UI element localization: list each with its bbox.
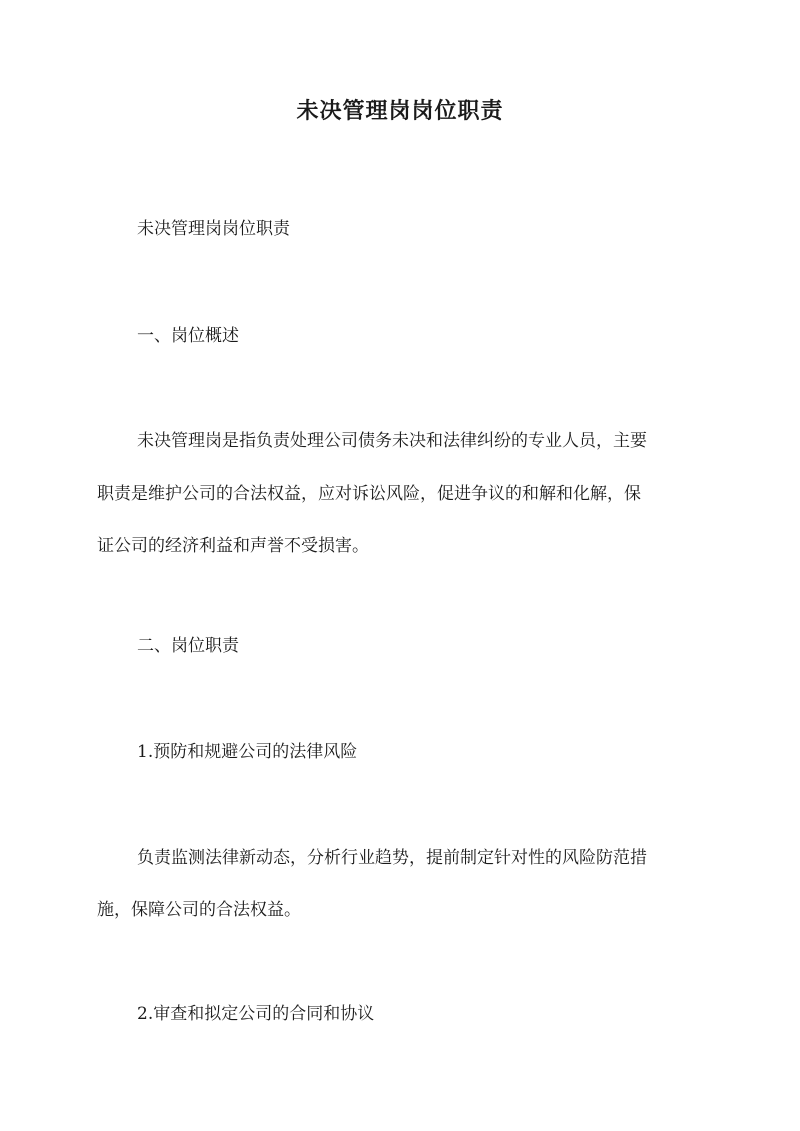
duty-item-1-line: 负责监测法律新动态，分析行业趋势，提前制定针对性的风险防范措	[137, 848, 647, 868]
section-heading-duties: 二、岗位职责	[137, 636, 239, 656]
overview-line: 职责是维护公司的合法权益，应对诉讼风险，促进争议的和解和化解，保	[97, 484, 641, 504]
duty-item-1-line: 施，保障公司的合法权益。	[97, 900, 301, 920]
overview-line: 未决管理岗是指负责处理公司债务未决和法律纠纷的专业人员，主要	[137, 431, 647, 451]
overview-line: 证公司的经济利益和声誉不受损害。	[97, 536, 369, 556]
document-title: 未决管理岗岗位职责	[296, 98, 504, 124]
section-heading-overview: 一、岗位概述	[137, 326, 239, 346]
document-subtitle: 未决管理岗岗位职责	[137, 219, 290, 239]
duty-item-2-heading: 2.审查和拟定公司的合同和协议	[137, 1004, 375, 1024]
duty-item-1-heading: 1.预防和规避公司的法律风险	[137, 742, 358, 762]
